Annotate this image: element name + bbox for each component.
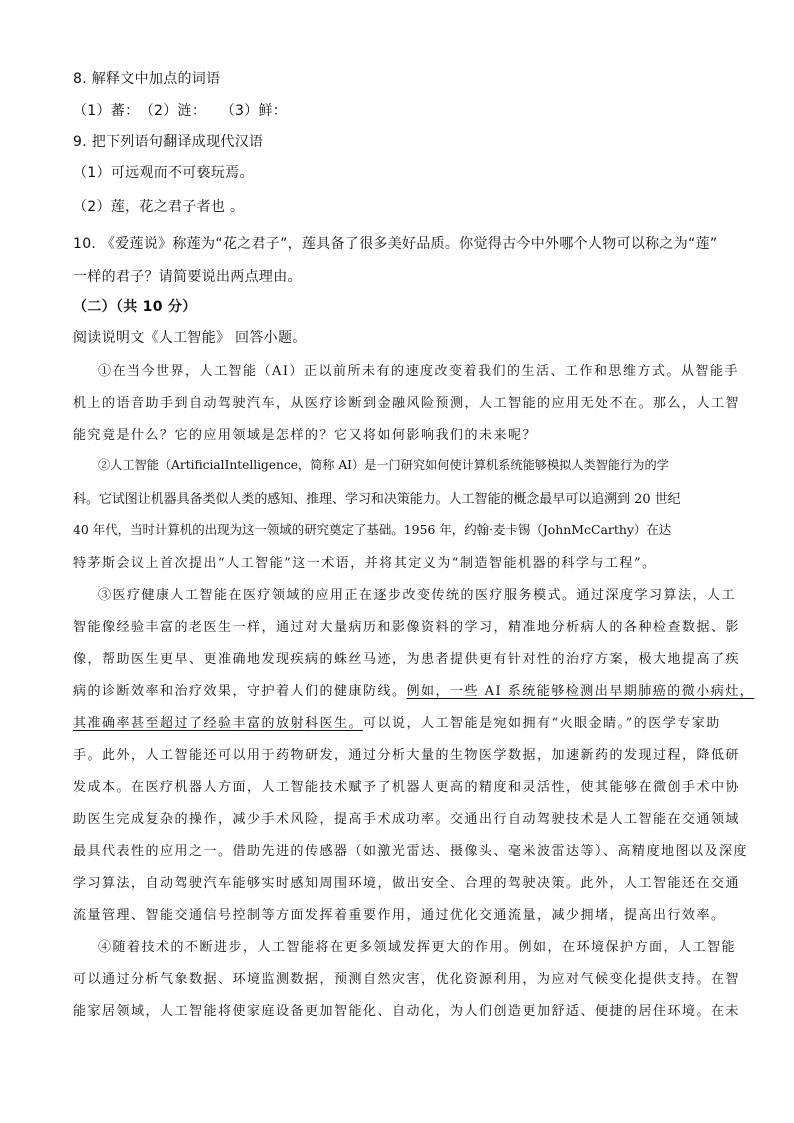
- paragraph-3-text: 病的诊断效率和治疗效果，守护着人们的健康防线。: [73, 684, 407, 699]
- paragraph-3-line: 智能像经验丰富的老医生一样，通过对大量病历和影像资料的学习，精准地分析病人的各种检查数据、影: [73, 620, 741, 635]
- paragraph-3-line: 学习算法，自动驾驶汽车能够实时感知周围环境，做出安全、合理的驾驶决策。此外，人工智能还在交通: [73, 876, 741, 891]
- question-9-item-2: （2）莲，花之君子者也 。: [73, 199, 245, 215]
- paragraph-1-line: ①在当今世界，人工智能（AI）正以前所未有的速度改变着我们的生活、工作和思维方式。从智能手: [98, 364, 740, 379]
- question-10-line-2: 一样的君子？请简要说出两点理由。: [73, 269, 302, 285]
- paragraph-2-line: 科。它试图让机器具备类似人类的感知、推理、学习和决策能力。人工智能的概念最早可以追溯到 20 世纪: [73, 492, 681, 507]
- paragraph-2-line: 40 年代，当时计算机的出现为这一领域的研究奠定了基础。1956 年，约翰·麦卡锡（JohnMcCarthy）在达: [73, 522, 672, 537]
- question-10-line-1: 10. 《爱莲说》称莲为“花之君子”，莲具备了很多美好品质。你觉得古今中外哪个人物可以称之为“莲”: [73, 236, 718, 252]
- section-heading: （二）（共 10 分）: [73, 299, 197, 315]
- paragraph-3-line: [73, 680, 754, 699]
- paragraph-2-line: ②人工智能（ArtificialIntelligence，简称 AI）是一门研究如何使计算机系统能够模拟人类智能行为的学: [98, 458, 669, 472]
- paragraph-4-line: 能家居领域，人工智能将使家庭设备更加智能化、自动化，为人们创造更加舒适、便捷的居住环境。在未: [73, 1004, 741, 1019]
- paragraph-3-line: [73, 712, 721, 731]
- question-8-items: （1）蕃： （2）涟： （3）鲜：: [73, 103, 288, 119]
- section-intro: 阅读说明文《人工智能》 回答小题。: [73, 330, 307, 346]
- paragraph-3-line: 像，帮助医生更早、更准确地发现疾病的蛛丝马迹，为患者提供更有针对性的治疗方案，极大地提高了疾: [73, 652, 741, 667]
- paragraph-3-line: 最具代表性的应用之一。借助先进的传感器（如激光雷达、摄像头、毫米波雷达等）、高精度地图以及深度: [73, 844, 749, 859]
- question-8-title: 8. 解释文中加点的词语: [73, 71, 221, 87]
- paragraph-3-line: 发成本。在医疗机器人方面，人工智能技术赋予了机器人更高的精度和灵活性，使其能够在微创手术中协: [73, 780, 741, 795]
- paragraph-4-line: ④随着技术的不断进步，人工智能将在更多领域发挥更大的作用。例如，在环境保护方面，人工智能: [98, 940, 737, 955]
- paragraph-2-line: 特茅斯会议上首次提出“人工智能”这一术语，并将其定义为“制造智能机器的科学与工程”。: [73, 556, 657, 571]
- paragraph-3-line: 手。此外，人工智能还可以用于药物研发，通过分析大量的生物医学数据，加速新药的发现过程，降低研: [73, 748, 741, 763]
- paragraph-3-line: ③医疗健康人工智能在医疗领域的应用正在逐步改变传统的医疗服务模式。通过深度学习算法，人工: [98, 588, 737, 603]
- paragraph-1-line: 机上的语音助手到自动驾驶汽车，从医疗诊断到金融风险预测，人工智能的应用无处不在。那么，人工智: [73, 396, 741, 411]
- question-9-title: 9. 把下列语句翻译成现代汉语: [73, 134, 264, 150]
- underlined-sentence: 例如，一些 AI 系统能够检测出早期肺癌的微小病灶，: [406, 684, 755, 699]
- question-9-item-1: （1）可远观而不可亵玩焉。: [73, 165, 254, 181]
- paragraph-3-line: 助医生完成复杂的操作，减少手术风险，提高手术成功率。交通出行自动驾驶技术是人工智能在交通领域: [73, 812, 741, 827]
- paragraph-3-line: 流量管理、智能交通信号控制等方面发挥着重要作用，通过优化交通流量，减少拥堵，提高出行效率。: [73, 908, 726, 923]
- underlined-sentence: 其准确率甚至超过了经验丰富的放射科医生。: [73, 716, 364, 731]
- paragraph-4-line: 可以通过分析气象数据、环境监测数据，预测自然灾害，优化资源利用，为应对气候变化提供支持。在智: [73, 972, 741, 987]
- paragraph-1-line: 能究竟是什么？它的应用领域是怎样的？它又将如何影响我们的未来呢？: [73, 428, 538, 443]
- paragraph-3-text: 可以说，人工智能是宛如拥有“火眼金睛。”的医学专家助: [363, 716, 721, 731]
